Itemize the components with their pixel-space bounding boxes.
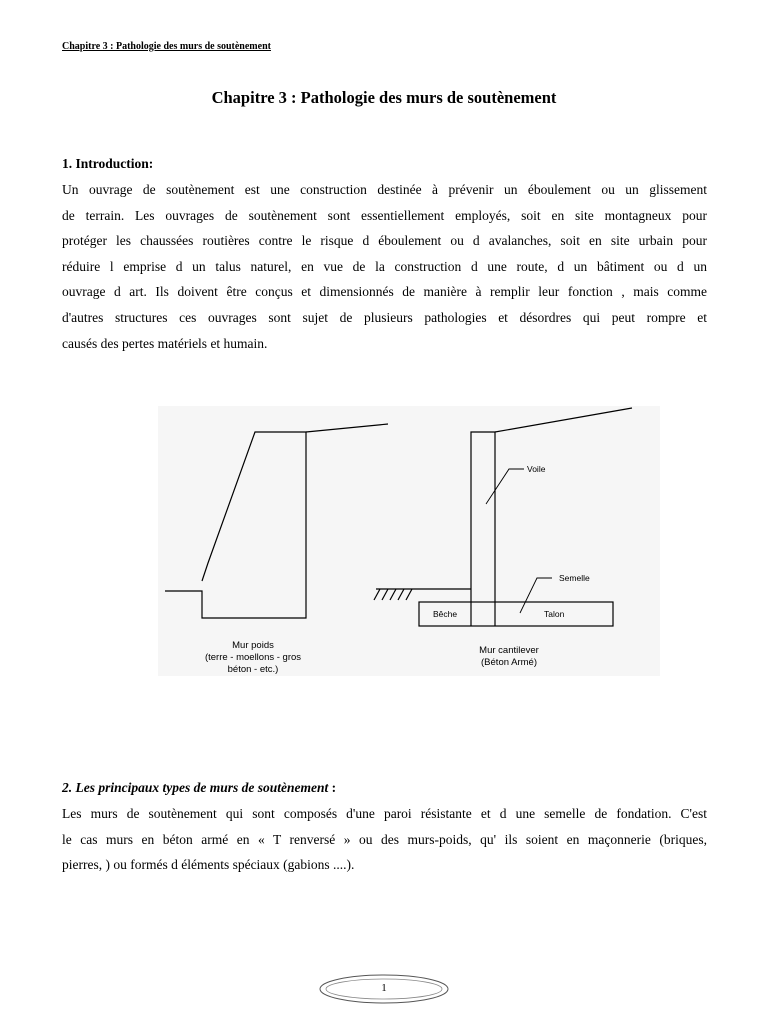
paragraph-line: le cas murs en béton armé en « T renversé » ou des murs-poids, qu' ils soient en maçonnerie (briques, xyxy=(62,831,707,847)
voile-leader xyxy=(486,469,524,504)
section-heading-types-text: 2. Les principaux types de murs de soutènement xyxy=(62,780,329,795)
paragraph-line: causés des pertes matériels et humain. xyxy=(62,335,268,351)
paragraph-line: d'autres structures ces ouvrages sont sujet de plusieurs pathologies et désordres qui peut rompre et xyxy=(62,309,707,325)
cantilever-caption-line: (Béton Armé) xyxy=(481,657,537,668)
heading-colon: : xyxy=(328,780,337,795)
introduction-paragraph xyxy=(62,177,707,356)
paragraph-line: pierres, ) ou formés d éléments spéciaux (gabions ....). xyxy=(62,857,355,873)
retaining-wall-diagram xyxy=(158,406,660,676)
paragraph-line: Un ouvrage de soutènement est une construction destinée à prévenir un éboulement ou un glissement xyxy=(62,182,707,197)
gravity-wall-backfill-line xyxy=(306,424,388,432)
cantilever-caption-line: Mur cantilever xyxy=(479,645,539,656)
page-number: 1 xyxy=(381,982,387,994)
semelle-leader xyxy=(520,578,552,613)
gravity-wall-outline xyxy=(165,432,306,618)
paragraph-line: ouvrage d art. Ils doivent être conçus et dimensionnés de manière à remplir leur fonction , mais comme xyxy=(62,284,707,300)
paragraph-line: réduire l emprise d un talus naturel, en vue de la construction d une route, d un bâtiment ou d un xyxy=(62,258,707,274)
retaining-wall-figure xyxy=(158,406,660,676)
running-header: Chapitre 3 : Pathologie des murs de soutènement xyxy=(62,41,271,52)
page-number-badge xyxy=(318,972,450,1006)
talon-label: Talon xyxy=(544,609,565,619)
beche-label: Bêche xyxy=(433,609,458,619)
gravity-caption-line: (terre - moellons - gros xyxy=(204,652,302,663)
ground-hatching xyxy=(374,589,412,600)
cantilever-stem xyxy=(471,432,495,626)
paragraph-line: Les murs de soutènement qui sont composés d'une paroi résistante et d une semelle de fondation. C'est xyxy=(62,806,707,821)
paragraph-line: de terrain. Les ouvrages de soutènement sont essentiellement employés, soit en site montagneux pour xyxy=(62,207,707,223)
gravity-caption-line: béton - etc.) xyxy=(227,664,279,675)
section-heading-introduction: 1. Introduction: xyxy=(62,156,154,171)
chapter-title: Chapitre 3 : Pathologie des murs de soutènement xyxy=(211,88,557,107)
semelle-label: Semelle xyxy=(559,573,590,583)
types-paragraph xyxy=(62,801,707,878)
cantilever-backfill-line xyxy=(495,408,632,432)
gravity-caption-line: Mur poids xyxy=(232,640,274,651)
voile-label: Voile xyxy=(527,464,546,474)
paragraph-line: protéger les chaussées routières contre le risque d éboulement ou d avalanches, soit en site urbain pour xyxy=(62,233,707,249)
section-heading-types xyxy=(62,780,336,796)
